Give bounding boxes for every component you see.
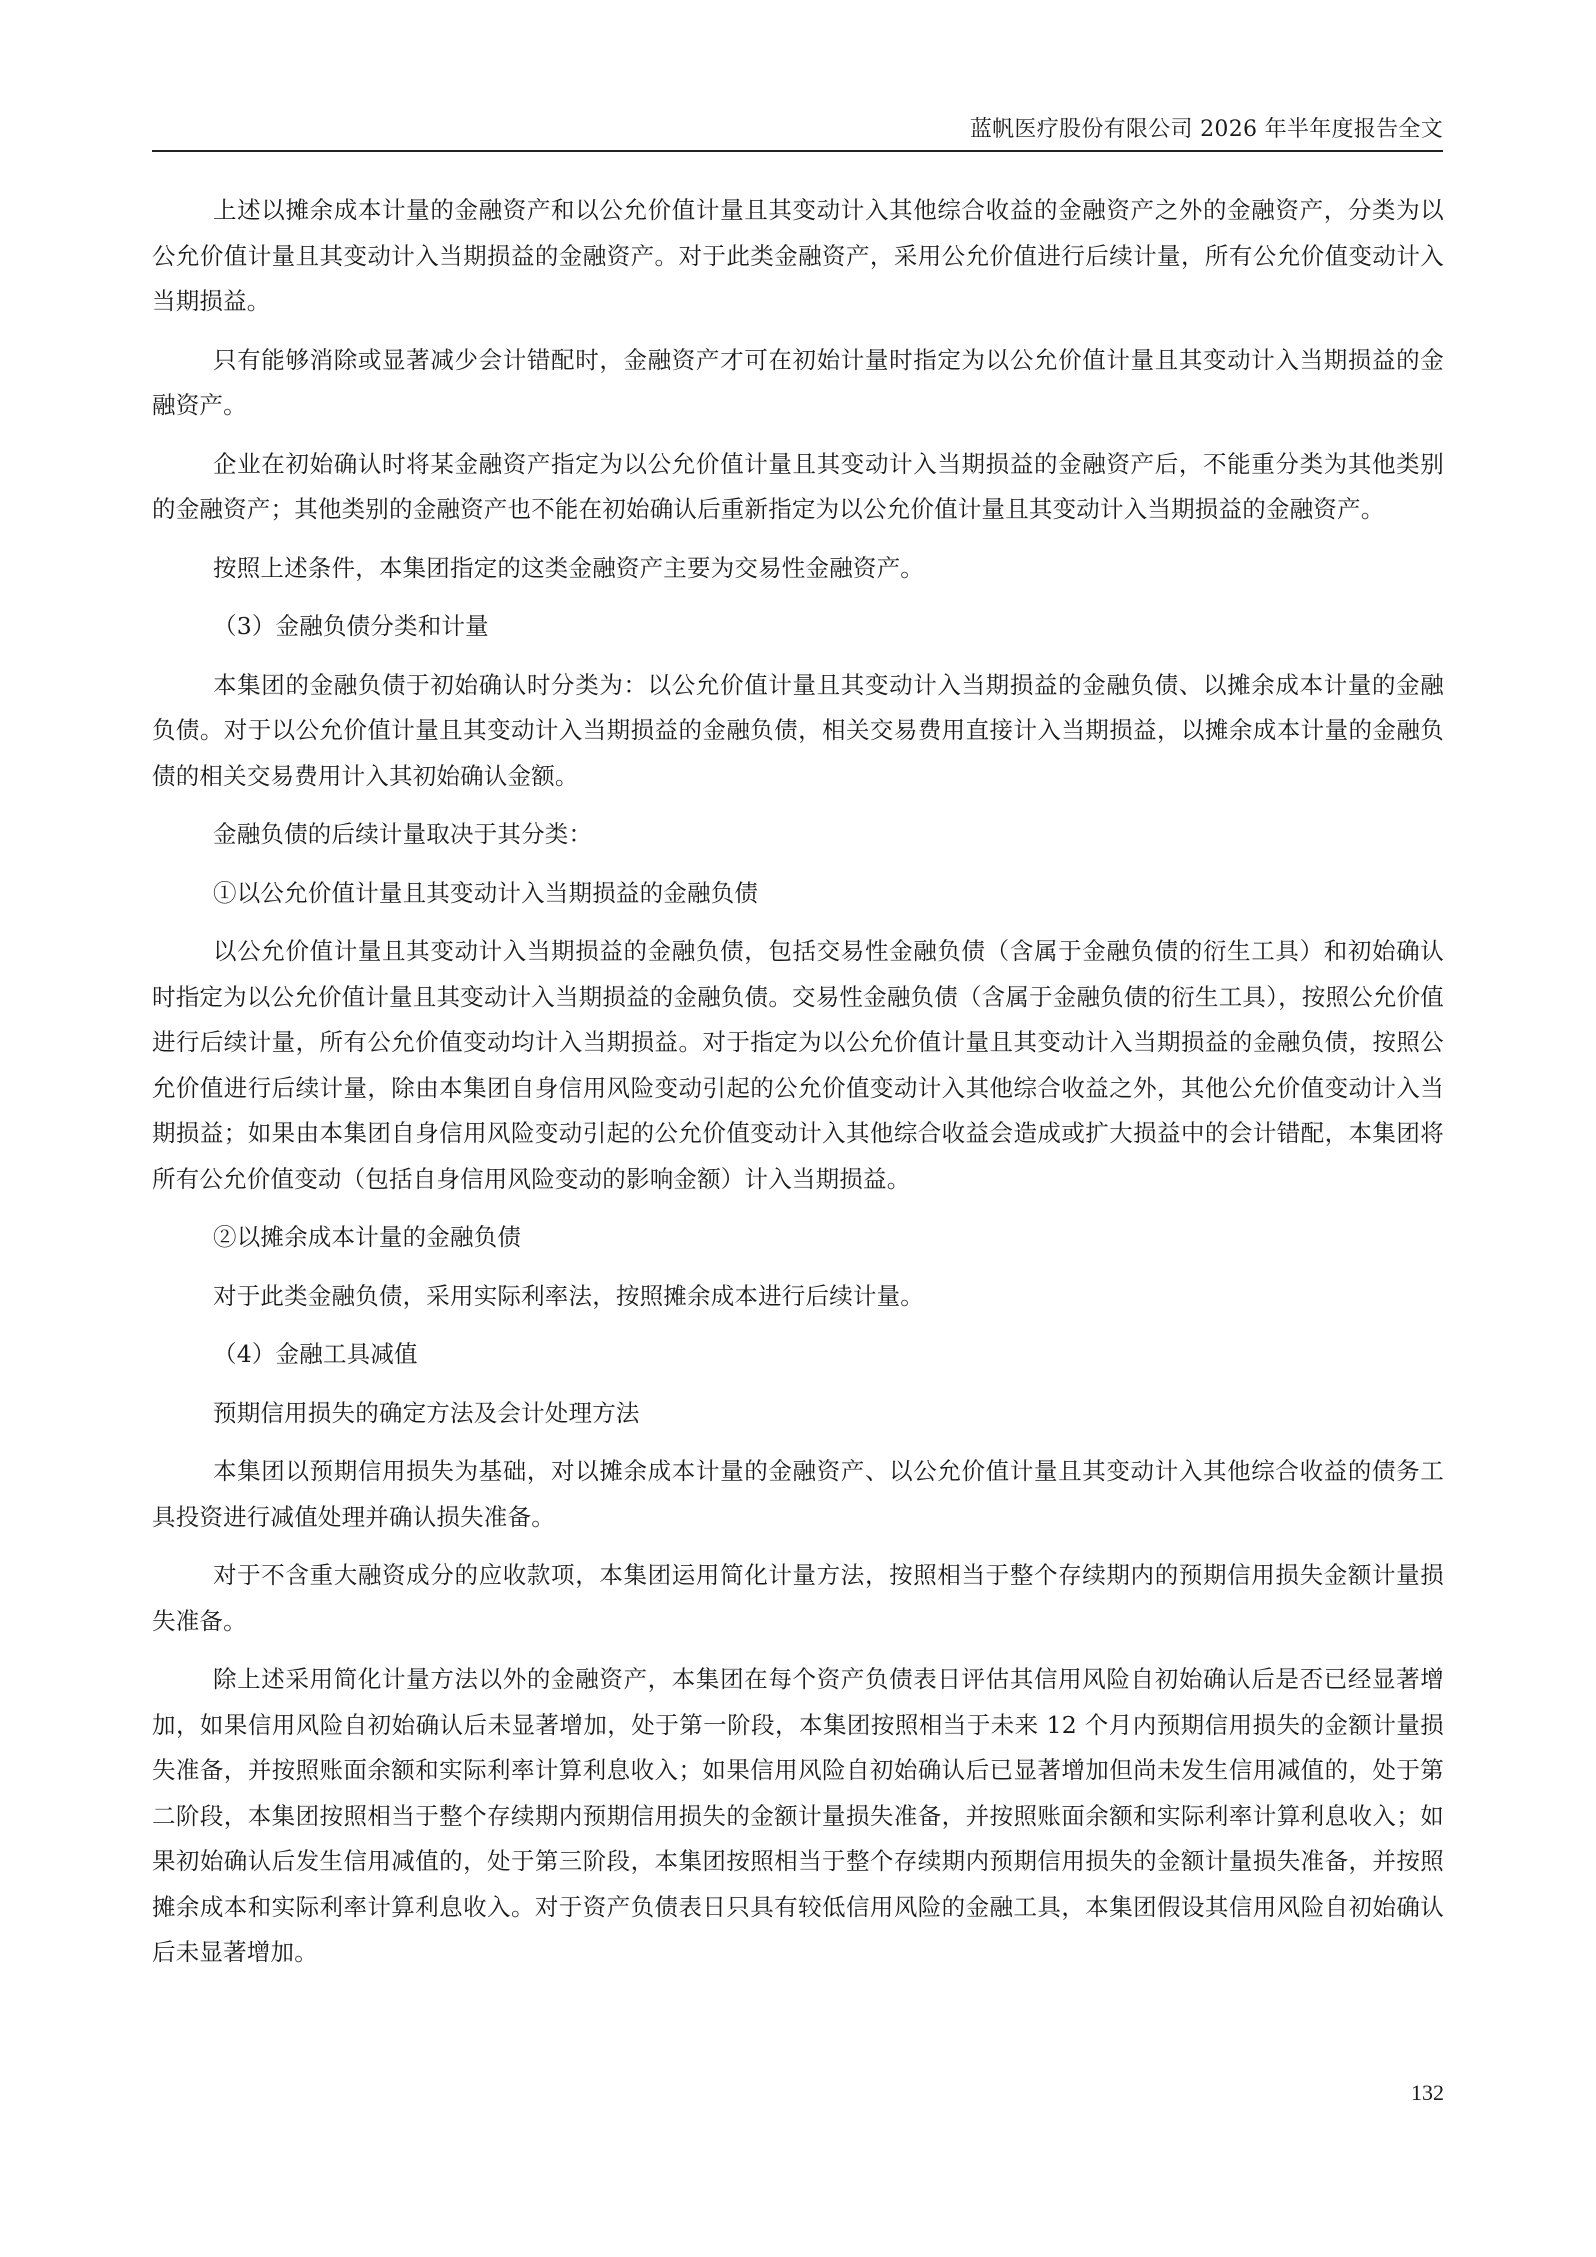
paragraph: 对于此类金融负债，采用实际利率法，按照摊余成本进行后续计量。 — [213, 1281, 924, 1310]
paragraph: 以公允价值计量且其变动计入当期损益的金融负债，包括交易性金融负债（含属于金融负债的衍生工具）和初始确认时指定为以公允价值计量且其变动计入当期损益的金融负债。交易性金融负债（含属于金融负债的衍生工具），按照公允价值进行后续计量，所有公允价值变动均计入当期损益。对于指定为以公允价值计量且其变动计入当期损益的金融负债，按照公允价值进行后续计量，除由本集团自身信用风险变动引起的公允价值变动计入其他综合收益之外，其他公允价值变动计入当期损益；如果由本集团自身信用风险变动引起的公允价值变动计入其他综合收益会造成或扩大损益中的会计错配，本集团将所有公允价值变动（包括自身信用风险变动的影响金额）计入当期损益。 — [152, 937, 1444, 1193]
section-heading: （4）金融工具减值 — [213, 1340, 418, 1368]
page-header — [152, 108, 1443, 152]
header-rule — [152, 150, 1443, 152]
section-heading: （3）金融负债分类和计量 — [213, 612, 489, 640]
paragraph: 金融负债的后续计量取决于其分类： — [213, 820, 593, 848]
paragraph: 只有能够消除或显著减少会计错配时，金融资产才可在初始计量时指定为以公允价值计量且其变动计入当期损益的金融资产。 — [152, 345, 1444, 419]
main-content — [152, 188, 1444, 1976]
header-title: 蓝帆医疗股份有限公司 2026 年半年度报告全文 — [969, 117, 1443, 142]
paragraph: 对于不含重大融资成分的应收款项，本集团运用简化计量方法，按照相当于整个存续期内的预期信用损失金额计量损失准备。 — [152, 1561, 1444, 1635]
subsection-heading: ①以公允价值计量且其变动计入当期损益的金融负债 — [213, 878, 759, 907]
paragraph: 上述以摊余成本计量的金融资产和以公允价值计量且其变动计入其他综合收益的金融资产之外的金融资产，分类为以公允价值计量且其变动计入当期损益的金融资产。对于此类金融资产，采用公允价值进行后续计量，所有公允价值变动计入当期损益。 — [152, 196, 1444, 315]
page-number: 132 — [1411, 2080, 1444, 2105]
paragraph: 企业在初始确认时将某金融资产指定为以公允价值计量且其变动计入当期损益的金融资产后，不能重分类为其他类别的金融资产；其他类别的金融资产也不能在初始确认后重新指定为以公允价值计量且其变动计入当期损益的金融资产。 — [152, 449, 1444, 523]
subsection-heading: 预期信用损失的确定方法及会计处理方法 — [213, 1398, 640, 1427]
subsection-heading: ②以摊余成本计量的金融负债 — [213, 1223, 522, 1251]
paragraph: 除上述采用简化计量方法以外的金融资产，本集团在每个资产负债表日评估其信用风险自初始确认后是否已经显著增加，如果信用风险自初始确认后未显著增加，处于第一阶段，本集团按照相当于未来 12 个月内预期信用损失的金额计量损失准备，并按照账面余额和实际利率计算利息收入；如果信用风险自初始确认后已显著增加但尚未发生信用减值的，处于第二阶段，本集团按照相当于整个存续期内预期信用损失的金额计量损失准备，并按照账面余额和实际利率计算利息收入；如果初始确认后发生信用减值的，处于第三阶段，本集团按照相当于整个存续期内预期信用损失的金额计量损失准备，并按照摊余成本和实际利率计算利息收入。对于资产负债表日只具有较低信用风险的金融工具，本集团假设其信用风险自初始确认后未显著增加。 — [152, 1665, 1444, 1966]
paragraph: 本集团的金融负债于初始确认时分类为：以公允价值计量且其变动计入当期损益的金融负债、以摊余成本计量的金融负债。对于以公允价值计量且其变动计入当期损益的金融负债，相关交易费用直接计入当期损益，以摊余成本计量的金融负债的相关交易费用计入其初始确认金额。 — [152, 670, 1444, 790]
paragraph: 本集团以预期信用损失为基础，对以摊余成本计量的金融资产、以公允价值计量且其变动计入其他综合收益的债务工具投资进行减值处理并确认损失准备。 — [152, 1457, 1444, 1531]
paragraph: 按照上述条件，本集团指定的这类金融资产主要为交易性金融资产。 — [213, 553, 924, 582]
